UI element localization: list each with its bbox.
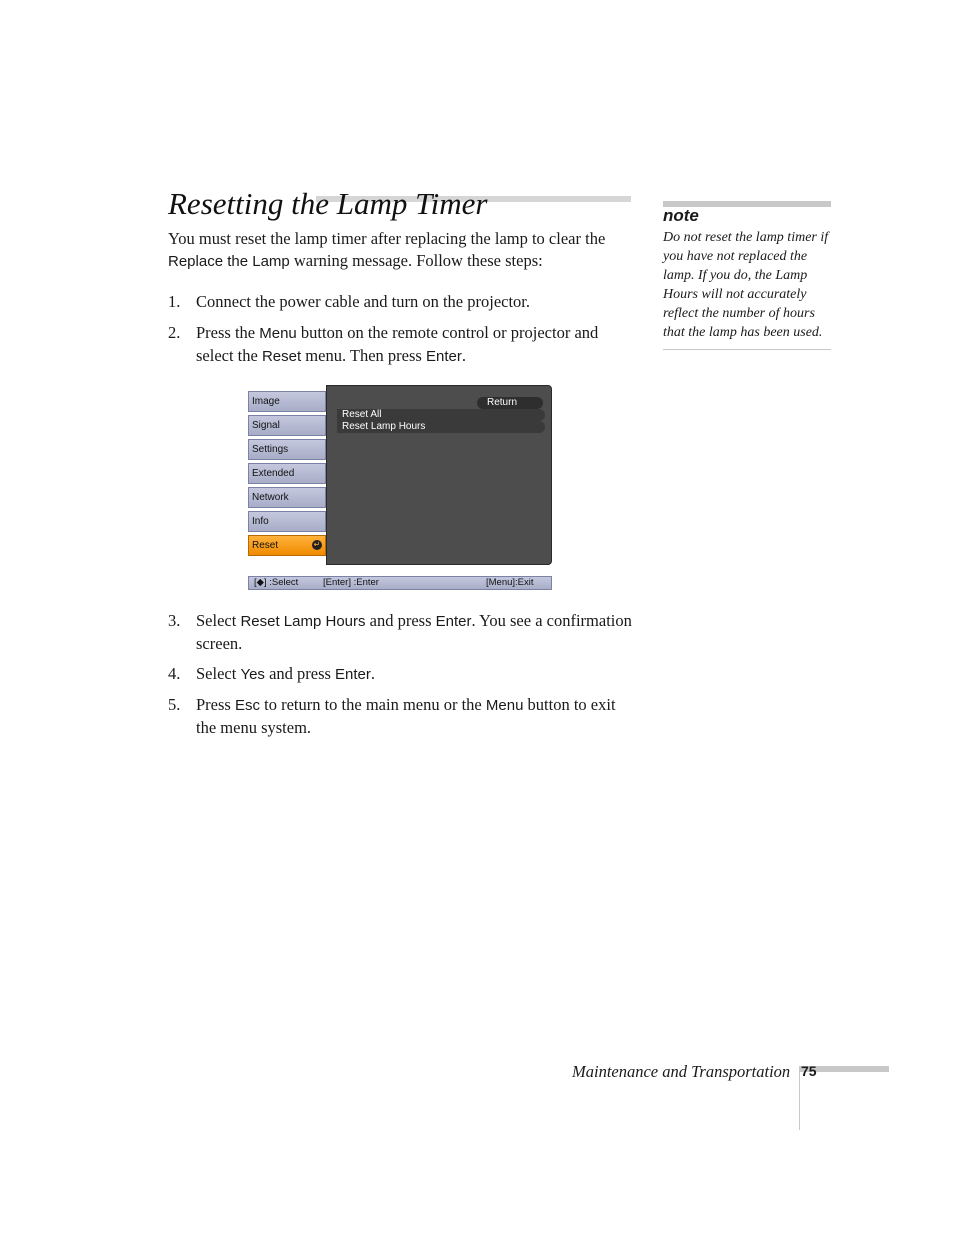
menu-item-network[interactable] [248, 487, 326, 508]
ui-term: Menu [485, 697, 524, 714]
return-button[interactable]: Return [477, 397, 543, 409]
step-text-segment: and press [365, 611, 436, 630]
step-text-segment: and press [264, 664, 336, 683]
ui-term: Yes [240, 666, 265, 683]
step-text-segment: Select [196, 664, 241, 683]
step-number: 1. [168, 292, 181, 311]
footer-divider [799, 1066, 800, 1130]
step-text-segment: menu. Then press [301, 346, 426, 365]
menu-sidebar [246, 385, 332, 565]
step-2 [168, 322, 638, 368]
intro-text-1: You must reset the lamp timer after replacing the lamp to clear the [168, 229, 606, 248]
reset-lamp-hours-option[interactable]: Reset Lamp Hours [337, 421, 545, 433]
step-3 [168, 610, 638, 655]
step-text-segment: Press the [196, 323, 260, 342]
step-text-segment: to return to the main menu or the [259, 695, 486, 714]
step-number: 2. [168, 323, 181, 342]
menu-item-label: Reset [252, 540, 279, 551]
menu-item-extended[interactable] [248, 463, 326, 484]
step-5 [168, 694, 638, 739]
menu-item-label: Extended [252, 468, 295, 479]
menu-main-panel [326, 385, 552, 565]
step-text-segment: . You see a confirmation screen. [196, 611, 632, 653]
intro-term: Replace the Lamp [168, 253, 290, 270]
step-text [196, 322, 638, 368]
page-title: Resetting the Lamp Timer [168, 186, 488, 221]
ui-term: Reset Lamp Hours [240, 613, 366, 630]
step-text-segment: button to exit the menu system. [196, 695, 616, 737]
select-hint: [◆] :Select [254, 577, 299, 588]
enter-hint: [Enter] :Enter [323, 577, 379, 588]
intro-paragraph [168, 228, 630, 273]
step-1 [168, 291, 638, 313]
menu-footer-bar [248, 576, 552, 590]
note-heading: note [663, 206, 699, 225]
step-text [196, 610, 638, 655]
menu-item-label: Signal [252, 420, 280, 431]
step-text [196, 694, 638, 739]
footer-section-title: Maintenance and Transportation [572, 1062, 791, 1081]
menu-item-label: Image [252, 396, 280, 407]
reset-all-option[interactable]: Reset All [337, 409, 545, 421]
menu-item-label: Network [252, 492, 289, 503]
menu-item-info[interactable] [248, 511, 326, 532]
ui-term: Esc [234, 697, 260, 714]
step-text-segment: Press [196, 695, 235, 714]
step-text-segment: . [461, 346, 466, 365]
note-bottom-rule [663, 349, 831, 350]
intro-text-2: warning message. Follow these steps: [289, 251, 543, 270]
menu-item-signal[interactable] [248, 415, 326, 436]
step-text [196, 663, 638, 686]
step-number: 3. [168, 611, 181, 630]
note-text: Do not reset the lamp timer if you have not replaced the lamp. If you do, the Lamp Hours will not accurately reflect the number of hours that the lamp has been used. [663, 230, 829, 340]
enter-icon: ↵ [313, 540, 321, 549]
step-text-segment: Connect the power cable and turn on the projector. [196, 292, 531, 311]
ui-term: Enter [335, 666, 371, 683]
step-text-segment: . [370, 664, 376, 683]
ui-term: Enter [435, 613, 472, 630]
step-number: 4. [168, 664, 181, 683]
step-number: 5. [168, 695, 181, 714]
exit-hint: [Menu]:Exit [486, 577, 534, 588]
step-text-segment: Select [196, 611, 241, 630]
menu-item-reset[interactable] [248, 535, 326, 556]
ui-term: Reset [261, 348, 302, 365]
step-text [196, 291, 638, 313]
ui-term: Enter [425, 348, 462, 365]
ui-term: Menu [259, 325, 297, 342]
step-4 [168, 663, 638, 686]
projector-menu-screenshot [246, 385, 552, 591]
menu-item-label: Info [252, 516, 269, 527]
menu-item-settings[interactable] [248, 439, 326, 460]
step-text-segment: button on the remote control or projector and select the [196, 323, 599, 365]
menu-item-image[interactable] [248, 391, 326, 412]
menu-item-label: Settings [252, 444, 289, 455]
page-number: 75 [801, 1063, 817, 1079]
